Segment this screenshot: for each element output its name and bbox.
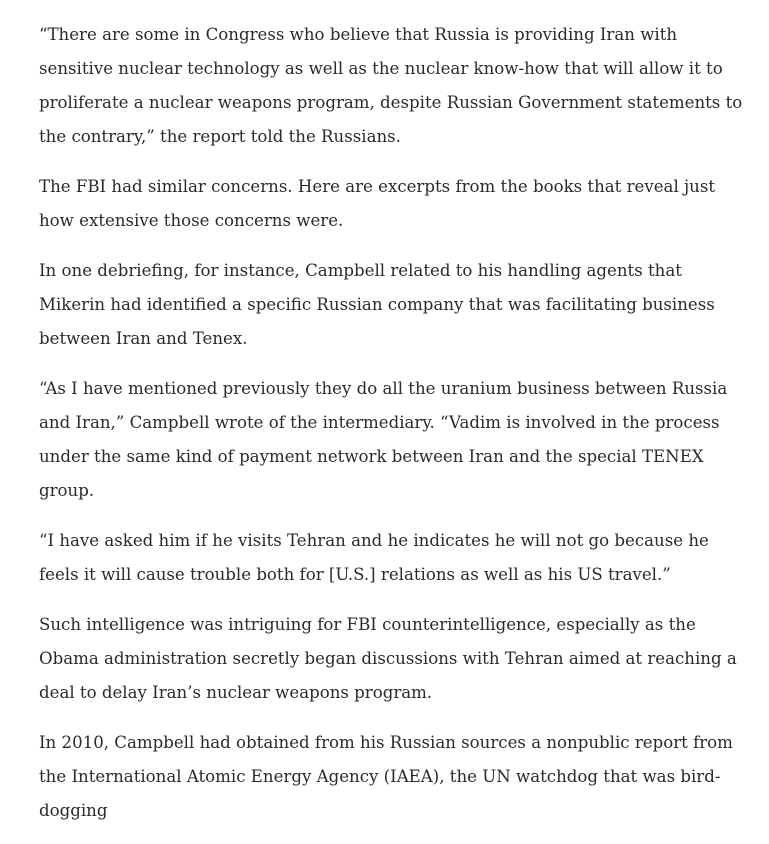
- paragraph-congress-quote: “There are some in Congress who believe that Russia is providing Iran with sensitive nuclear technology as well as the nuclear know-how that will allow it to proliferate a nuclear weapons program, despite Russian Government statements to the contrary,” the report told the Russians.: [39, 25, 743, 146]
- paragraph-tehran-travel-quote: “I have asked him if he visits Tehran and he indicates he will not go because he feels it will cause trouble both for [U.S.] relations as well as his US travel.”: [39, 531, 709, 584]
- paragraph-fbi-concerns: The FBI had similar concerns. Here are excerpts from the books that reveal just how extensive those concerns were.: [39, 177, 716, 230]
- paragraph-uranium-business-quote: “As I have mentioned previously they do all the uranium business between Russia and Iran,” Campbell wrote of the intermediary. “Vadim is involved in the process under the same kind of payment network between Iran and the special TENEX group.: [39, 379, 728, 500]
- paragraph-counterintelligence: Such intelligence was intriguing for FBI counterintelligence, especially as the Obama administration secretly began discussions with Tehran aimed at reaching a deal to delay Iran’s nuclear weapons program.: [39, 615, 737, 702]
- article-body: [39, 18, 745, 844]
- paragraph-iaea-report: In 2010, Campbell had obtained from his Russian sources a nonpublic report from the International Atomic Energy Agency (IAEA), the UN watchdog that was bird-dogging: [39, 733, 733, 820]
- paragraph-debriefing: In one debriefing, for instance, Campbell related to his handling agents that Mikerin had identified a specific Russian company that was facilitating business between Iran and Tenex.: [39, 261, 715, 348]
